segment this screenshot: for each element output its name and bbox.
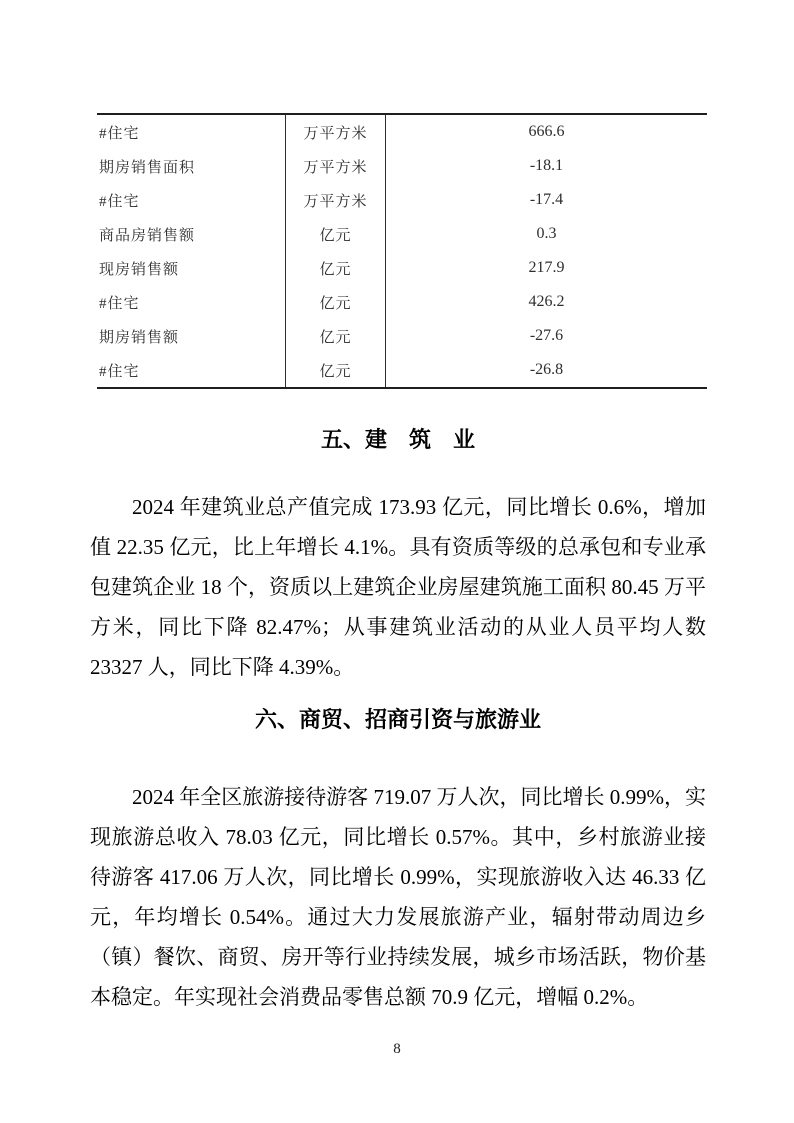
table-cell-unit: 万平方米: [286, 114, 386, 149]
table-cell-value: 666.6: [528, 123, 565, 140]
table-cell-unit: 亿元: [286, 251, 386, 285]
table-cell-value: -17.4: [529, 191, 564, 208]
table-cell-indicator: #住宅: [99, 363, 140, 380]
table-row: [97, 353, 707, 388]
table-cell-unit: 亿元: [286, 217, 386, 251]
table-cell-indicator: #住宅: [99, 125, 140, 142]
table-cell-unit: 万平方米: [286, 183, 386, 217]
table-cell-indicator: #住宅: [99, 193, 140, 210]
table-cell-unit: 亿元: [286, 319, 386, 353]
table-cell-value: -26.8: [529, 361, 564, 378]
table-cell-unit: 亿元: [286, 353, 386, 388]
table-row: [97, 319, 707, 353]
table-cell-value: -18.1: [529, 157, 564, 174]
page-content: [90, 113, 706, 1017]
table-row: [97, 251, 707, 285]
table-row: [97, 217, 707, 251]
table-cell-value: 0.3: [536, 225, 557, 242]
section-heading-commerce-tourism: 六、商贸、招商引资与旅游业: [254, 707, 541, 732]
commerce-tourism-paragraph: 2024 年全区旅游接待游客 719.07 万人次，同比增长 0.99%，实现旅游总收入 78.03 亿元，同比增长 0.57%。其中，乡村旅游业接待游客 417.06 万人次，同比增长 0.99%，实现旅游收入达 46.33 亿元，年均增长 0.54%。通过大力发展旅游产业，辐射带动周边乡（镇）餐饮、商贸、房开等行业持续发展，城乡市场活跃，物价基本稳定。年实现社会消费品零售总额 70.9 亿元，增幅 0.2%。: [90, 785, 706, 1009]
table-row: [97, 285, 707, 319]
table-cell-indicator: 期房销售面积: [99, 159, 196, 176]
construction-paragraph: 2024 年建筑业总产值完成 173.93 亿元，同比增长 0.6%，增加值 22.35 亿元，比上年增长 4.1%。具有资质等级的总承包和专业承包建筑企业 18 个，资质以上建筑企业房屋建筑施工面积 80.45 万平方米，同比下降 82.47%；从事建筑业活动的从业人员平均人数 23327 人，同比下降 4.39%。: [90, 495, 706, 679]
table-row: [97, 183, 707, 217]
table-cell-indicator: 商品房销售额: [99, 227, 196, 244]
statistics-table-body: [97, 114, 707, 388]
table-row: [97, 114, 707, 149]
table-cell-indicator: #住宅: [99, 295, 140, 312]
table-cell-value: -27.6: [529, 327, 564, 344]
section-heading-construction: 五、建 筑 业: [320, 427, 475, 452]
table-cell-indicator: 现房销售额: [99, 261, 180, 278]
page-number: 8: [393, 1041, 401, 1057]
table-row: [97, 149, 707, 183]
statistics-table: [97, 113, 707, 389]
table-cell-value: 217.9: [528, 259, 565, 276]
table-cell-unit: 亿元: [286, 285, 386, 319]
table-cell-value: 426.2: [528, 293, 565, 310]
table-cell-indicator: 期房销售额: [99, 329, 180, 346]
table-cell-unit: 万平方米: [286, 149, 386, 183]
